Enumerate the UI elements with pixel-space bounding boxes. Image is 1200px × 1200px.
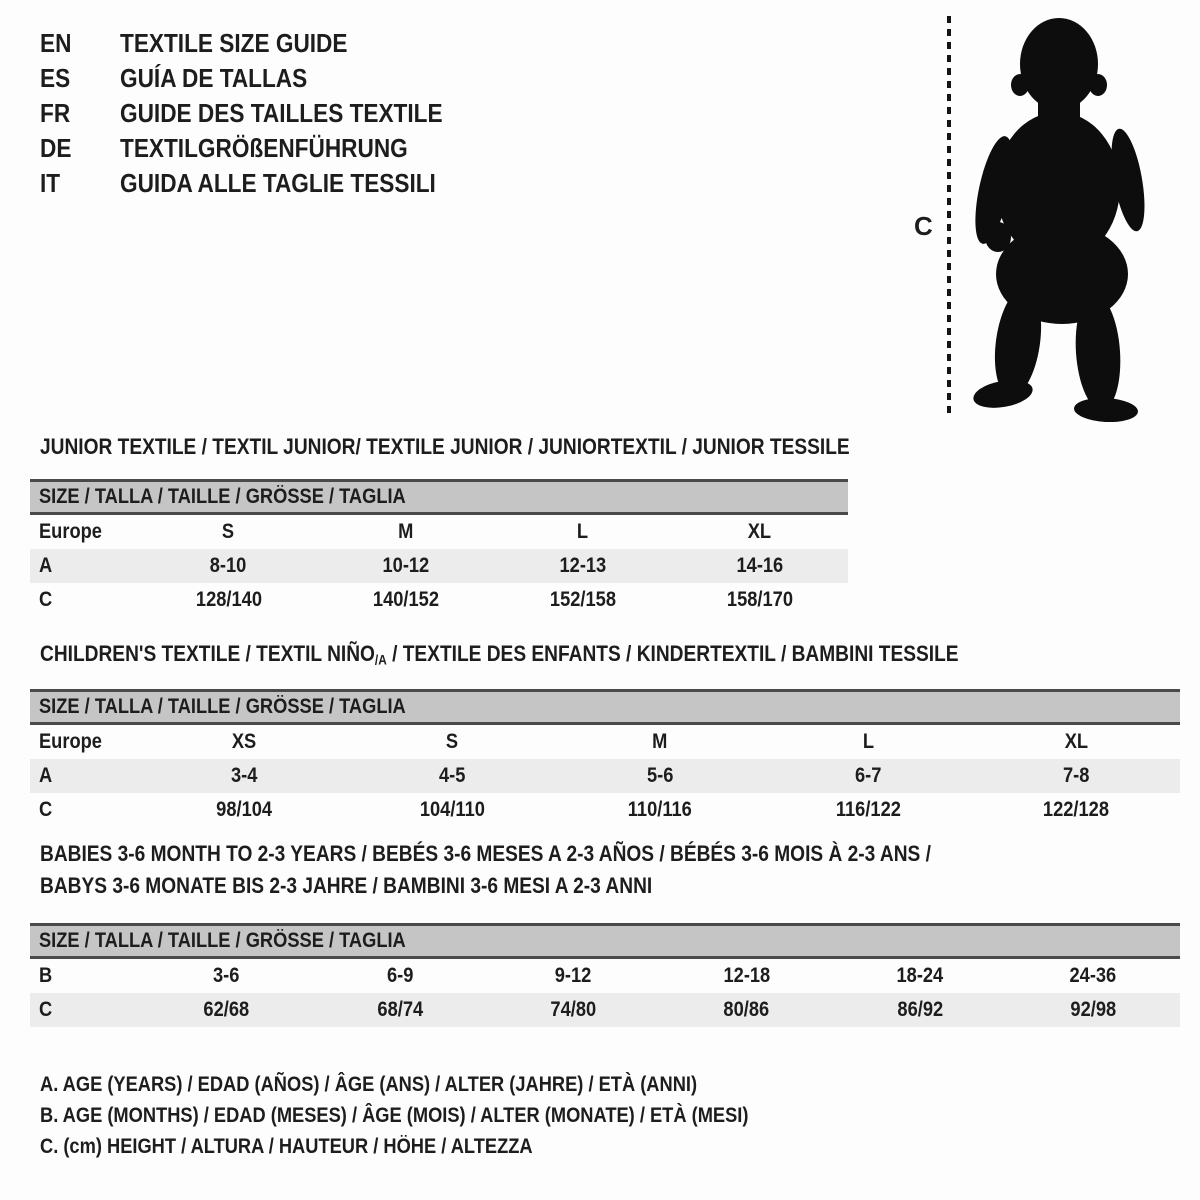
language-code: DE	[40, 133, 72, 163]
legend-line-c: C. (cm) HEIGHT / ALTURA / HAUTEUR / HÖHE / ALTEZZA	[40, 1134, 533, 1158]
height-dashed-line	[947, 16, 951, 418]
language-row-it	[40, 166, 491, 201]
months-value: 6-9	[386, 964, 414, 987]
height-value: 86/92	[897, 998, 943, 1021]
months-value: 3-6	[213, 964, 240, 987]
height-value: 128/140	[195, 588, 262, 611]
months-value: 9-12	[555, 964, 592, 987]
table-row-months	[30, 959, 1180, 993]
junior-size-table	[30, 479, 848, 617]
size-value: L	[576, 520, 589, 543]
nino-a-subscript: /A	[374, 652, 387, 668]
language-code: FR	[40, 98, 71, 128]
measure-legend	[40, 1069, 854, 1162]
age-value: 7-8	[1062, 764, 1090, 787]
guide-title-de: TEXTILGRÖßENFÜHRUNG	[120, 133, 408, 163]
guide-title-fr: GUIDE DES TAILLES TEXTILE	[120, 98, 443, 128]
height-value: 110/116	[627, 798, 693, 821]
size-value: XL	[1064, 730, 1088, 753]
height-value: 116/122	[835, 798, 901, 821]
legend-line-a: A. AGE (YEARS) / EDAD (AÑOS) / ÂGE (ANS) / ALTER (JAHRE) / ETÀ (ANNI)	[40, 1072, 698, 1096]
height-measure-label: C	[914, 211, 933, 241]
children-size-table	[30, 689, 1180, 827]
row-label: Europe	[39, 520, 102, 543]
babies-section-title-line2: BABYS 3-6 MONATE BIS 2-3 JAHRE / BAMBINI 3-6 MESI A 2-3 ANNI	[40, 873, 653, 898]
language-code: EN	[40, 28, 72, 58]
row-label: B	[39, 964, 53, 987]
size-value: S	[445, 730, 459, 753]
height-value: 92/98	[1070, 998, 1117, 1021]
table-row-europe	[30, 725, 1180, 759]
table-row-height	[30, 993, 1180, 1027]
row-label: A	[39, 554, 53, 577]
age-value: 8-10	[210, 554, 247, 577]
height-value: 104/110	[419, 798, 485, 821]
age-value: 14-16	[736, 554, 783, 577]
junior-section-title: JUNIOR TEXTILE / TEXTIL JUNIOR/ TEXTILE JUNIOR / JUNIORTEXTIL / JUNIOR TESSILE	[40, 434, 850, 459]
height-value: 158/170	[726, 588, 793, 611]
row-label: A	[39, 764, 53, 787]
age-value: 12-13	[559, 554, 606, 577]
height-value: 98/104	[216, 798, 272, 821]
size-header-bar: SIZE / TALLA / TAILLE / GRÖSSE / TAGLIA	[30, 482, 848, 515]
height-value: 152/158	[549, 588, 616, 611]
row-label: C	[39, 798, 53, 821]
toddler-silhouette-icon	[958, 12, 1148, 422]
babies-size-table	[30, 923, 1180, 1027]
months-value: 24-36	[1069, 964, 1117, 987]
children-section-title: CHILDREN'S TEXTILE / TEXTIL $NIÑO_{/A}$ / TEXTILE DES ENFANTS / KINDERTEXTIL / BAMBINI TESSILE	[40, 641, 959, 668]
row-label: C	[39, 998, 53, 1021]
babies-section-title-line1: BABIES 3-6 MONTH TO 2-3 YEARS / BEBÉS 3-6 MESES A 2-3 AÑOS / BÉBÉS 3-6 MOIS À 2-3 ANS /	[40, 841, 931, 866]
age-value: 4-5	[438, 764, 466, 787]
legend-line-b: B. AGE (MONTHS) / EDAD (MESES) / ÂGE (MOIS) / ALTER (MONATE) / ETÀ (MESI)	[40, 1103, 749, 1127]
language-title-list	[40, 26, 491, 201]
height-value: 74/80	[550, 998, 597, 1021]
months-value: 18-24	[896, 964, 944, 987]
table-row-age	[30, 549, 848, 583]
language-code: ES	[40, 63, 71, 93]
size-value: S	[222, 520, 235, 543]
language-code: IT	[40, 168, 61, 198]
language-row-fr	[40, 96, 491, 131]
guide-title-en: TEXTILE SIZE GUIDE	[120, 28, 348, 58]
row-label: C	[39, 588, 53, 611]
language-row-en	[40, 26, 491, 61]
table-row-europe	[30, 515, 848, 549]
height-value: 122/128	[1042, 798, 1110, 821]
size-value: XL	[747, 520, 772, 543]
height-value: 62/68	[203, 998, 250, 1021]
size-value: M	[652, 730, 668, 753]
months-value: 12-18	[723, 964, 771, 987]
row-label: Europe	[39, 730, 102, 753]
age-value: 5-6	[646, 764, 674, 787]
size-value: L	[862, 730, 874, 753]
height-value: 140/152	[372, 588, 439, 611]
language-row-es	[40, 61, 491, 96]
age-value: 3-4	[230, 764, 258, 787]
table-row-height	[30, 793, 1180, 827]
table-row-height	[30, 583, 848, 617]
guide-title-it: GUIDA ALLE TAGLIE TESSILI	[120, 168, 436, 198]
size-header-bar: SIZE / TALLA / TAILLE / GRÖSSE / TAGLIA	[30, 692, 1180, 725]
table-row-age	[30, 759, 1180, 793]
guide-title-es: GUÍA DE TALLAS	[120, 63, 308, 93]
size-value: XS	[231, 730, 257, 753]
height-value: 68/74	[377, 998, 423, 1021]
size-header-bar: SIZE / TALLA / TAILLE / GRÖSSE / TAGLIA	[30, 926, 1180, 959]
language-row-de	[40, 131, 491, 166]
height-value: 80/86	[723, 998, 770, 1021]
age-value: 10-12	[382, 554, 429, 577]
age-value: 6-7	[854, 764, 882, 787]
size-value: M	[397, 520, 414, 543]
